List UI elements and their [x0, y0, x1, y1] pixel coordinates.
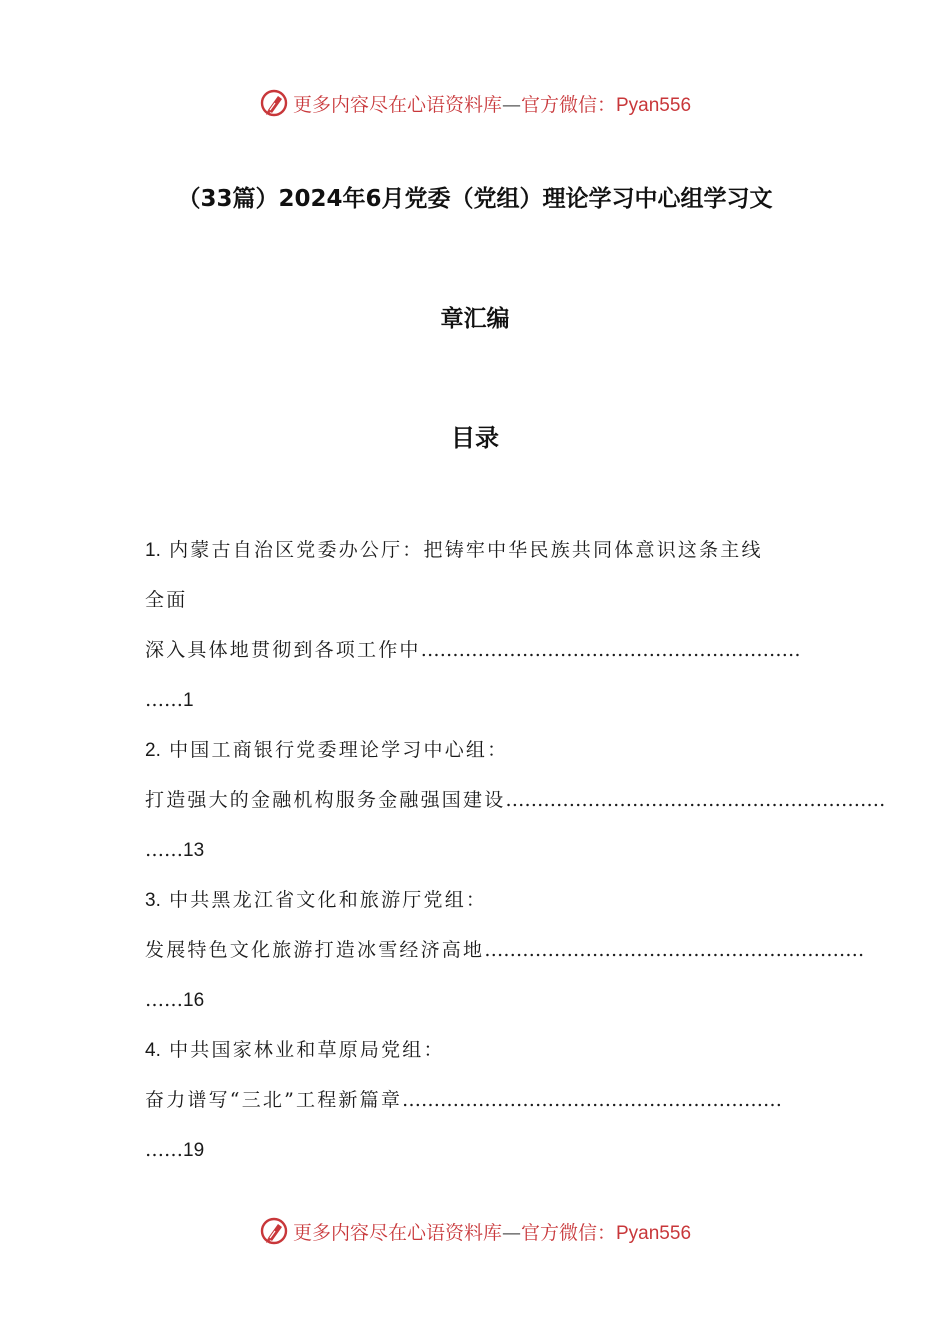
separator: — — [501, 1221, 521, 1244]
toc-entry-1-page-line — [145, 682, 805, 732]
toc-page-number: 13 — [183, 840, 205, 861]
toc-entry-2-page-line — [145, 832, 805, 882]
toc-entry-4-page-line — [145, 1132, 805, 1182]
toc-leader-dots: …………………………………………………… — [484, 939, 865, 961]
toc-entry-number: 3. — [145, 890, 161, 911]
toc-entry-text: 深入具体地贯彻到各项工作中 — [145, 639, 421, 661]
wechat-label: 官方微信： — [520, 1221, 616, 1244]
toc-entry-text: 内蒙古自治区党委办公厅：把铸牢中华民族共同体意识这条主线 — [169, 539, 763, 561]
footer-banner-text — [293, 1218, 691, 1245]
toc-page-number: 16 — [183, 990, 205, 1011]
toc-entry-text: 中共黑龙江省文化和旅游厅党组： — [169, 889, 488, 911]
wechat-label: 官方微信： — [520, 93, 616, 116]
toc-entry-2-title[interactable] — [145, 732, 805, 782]
toc-entry-1-subtitle — [145, 632, 805, 682]
toc-entry-text: 发展特色文化旅游打造冰雪经济高地 — [145, 939, 485, 961]
toc-entry-number: 2. — [145, 740, 161, 761]
toc-entry-text: 打造强大的金融机构服务金融强国建设 — [145, 789, 506, 811]
header-banner — [0, 83, 950, 123]
toc-leader-dots: …… — [145, 1139, 183, 1161]
toc-entry-number: 1. — [145, 540, 161, 561]
document-title-line-1: （33篇）2024年6月党委（党组）理论学习中心组学习文 — [177, 186, 773, 212]
toc-entry-4-title[interactable] — [145, 1032, 805, 1082]
footer-banner — [0, 1211, 950, 1251]
wechat-id: Pyan556 — [616, 94, 692, 116]
toc-entry-2-subtitle — [145, 782, 886, 832]
toc-leader-dots: …………………………………………………… — [420, 639, 801, 661]
toc-entry-text: 中共国家林业和草原局党组： — [169, 1039, 445, 1061]
pen-nib-logo-icon — [259, 1216, 289, 1246]
pen-nib-logo-icon — [259, 88, 289, 118]
toc-entry-3-title[interactable] — [145, 882, 805, 932]
toc-page-number: 1 — [183, 690, 194, 711]
toc-entry-3-subtitle — [145, 932, 865, 982]
toc-entry-1-title[interactable] — [145, 532, 805, 582]
toc-entry-4-subtitle — [145, 1082, 805, 1132]
site-name: 更多内容尽在心语资料库 — [292, 1221, 502, 1244]
toc-entry-1-continuation: 全面 — [145, 589, 188, 611]
toc-leader-dots: …………………………………………………… — [505, 789, 886, 811]
table-of-contents — [145, 532, 886, 1182]
toc-leader-dots: …… — [145, 989, 183, 1011]
toc-leader-dots: …………………………………………………… — [402, 1089, 783, 1111]
toc-leader-dots: …… — [145, 689, 183, 711]
toc-entry-text: 中国工商银行党委理论学习中心组： — [169, 739, 509, 761]
document-title-line-2: 章汇编 — [440, 306, 510, 332]
toc-leader-dots: …… — [145, 839, 183, 861]
toc-heading: 目录 — [451, 424, 499, 452]
toc-entry-number: 4. — [145, 1040, 161, 1061]
site-name: 更多内容尽在心语资料库 — [292, 93, 502, 116]
toc-page-number: 19 — [183, 1140, 205, 1161]
header-banner-text — [293, 90, 691, 117]
wechat-id: Pyan556 — [616, 1222, 692, 1244]
toc-entry-text: 奋力谱写“三北”工程新篇章 — [145, 1089, 403, 1111]
toc-entry-3-page-line — [145, 982, 805, 1032]
separator: — — [501, 93, 521, 116]
